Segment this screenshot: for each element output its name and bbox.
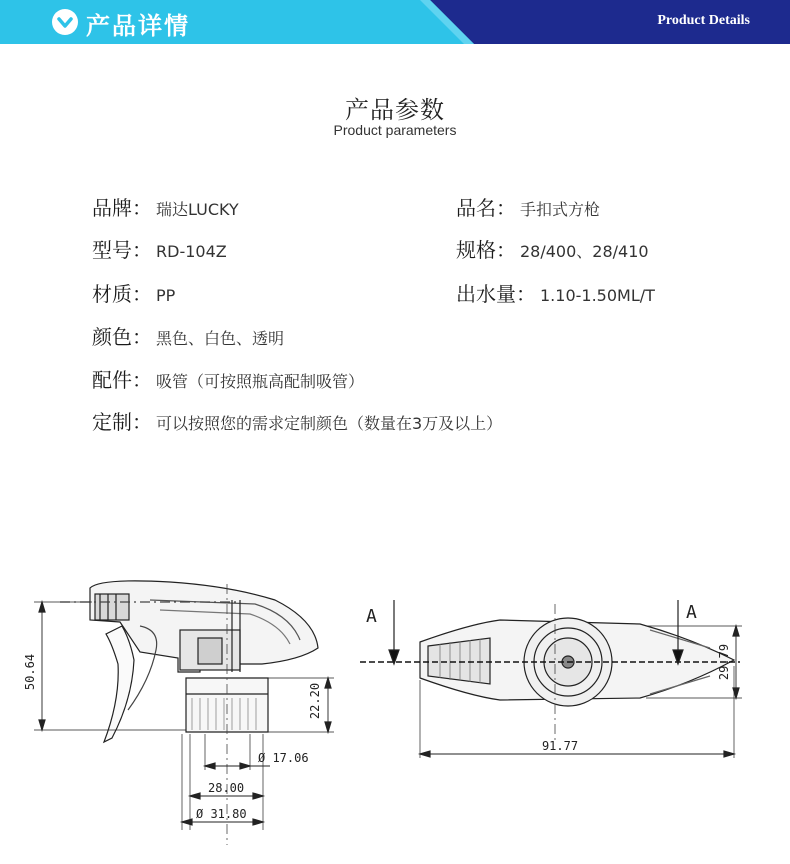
dim-28-00: 28.00 (208, 781, 245, 795)
param-label: 配件： (92, 368, 152, 392)
param-model (92, 234, 227, 263)
dim-17-06: Ø 17.06 (258, 751, 309, 765)
param-spec (456, 234, 649, 263)
top-view-drawing (350, 590, 750, 770)
param-label: 品名： (456, 196, 516, 220)
param-label: 型号： (92, 238, 152, 262)
param-value: 黑色、白色、透明 (156, 329, 285, 348)
param-value: 1.10-1.50ML/T (540, 286, 655, 305)
dim-height: 50.64 (23, 653, 37, 691)
param-value: 可以按照您的需求定制颜色（数量在3万及以上） (156, 414, 503, 433)
section-mark-left: A (366, 606, 377, 627)
dim-31-80: Ø 31.80 (196, 807, 247, 821)
param-output (456, 278, 655, 307)
dim-length: 91.77 (541, 739, 579, 753)
param-brand (92, 192, 239, 221)
param-label: 材质： (92, 282, 152, 306)
header-banner (0, 0, 790, 44)
param-label: 颜色： (92, 325, 152, 349)
param-value: RD-104Z (156, 242, 227, 261)
section-title: 产品参数 (345, 96, 445, 124)
param-parts (92, 364, 364, 393)
param-value: 吸管（可按照瓶高配制吸管） (156, 372, 365, 391)
dim-neck-height: 22.20 (308, 682, 322, 720)
section-subtitle: Product parameters (333, 122, 457, 138)
param-label: 出水量： (456, 282, 536, 306)
side-view-drawing (0, 560, 340, 850)
param-material (92, 278, 175, 307)
param-name (456, 192, 600, 221)
dim-width: 29.79 (717, 643, 731, 681)
param-label: 定制： (92, 410, 152, 434)
param-value: 瑞达LUCKY (156, 200, 239, 219)
section-mark-right: A (686, 602, 697, 623)
param-label: 规格： (456, 238, 516, 262)
param-label: 品牌： (92, 196, 152, 220)
header-title: 产品详情 (86, 12, 190, 40)
param-color (92, 321, 284, 350)
chevron-down-icon (52, 9, 78, 35)
param-value: PP (156, 286, 176, 305)
param-value: 28/400、28/410 (520, 242, 649, 261)
param-custom (92, 406, 502, 435)
header-subtitle-en: Product Details (657, 13, 750, 28)
param-value: 手扣式方枪 (520, 200, 601, 219)
